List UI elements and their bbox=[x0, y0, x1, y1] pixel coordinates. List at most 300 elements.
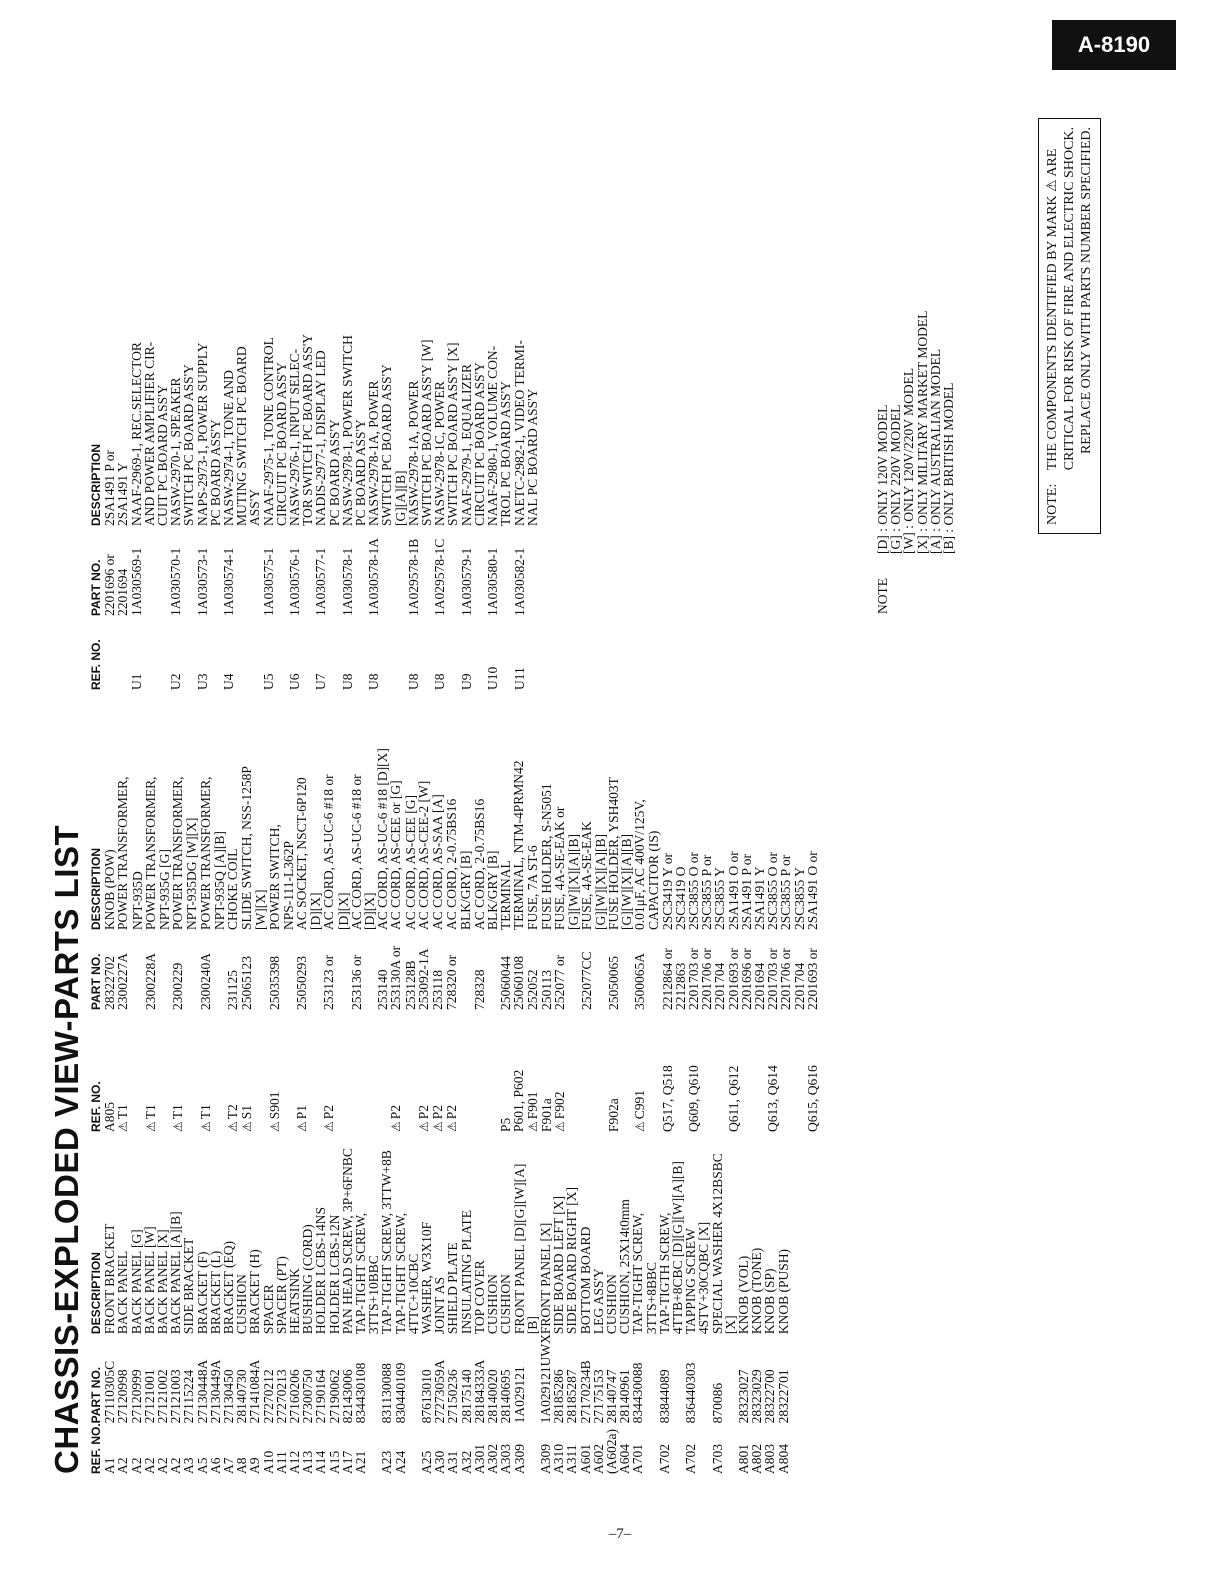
table-row bbox=[328, 286, 341, 690]
ref-no: (A602a) bbox=[603, 1429, 619, 1474]
ref-no: A702 bbox=[656, 1444, 672, 1474]
document-code: A-8190 bbox=[1052, 20, 1176, 70]
note-line-3: REPLACE ONLY WITH PARTS NUMBER SPECIFIED. bbox=[1079, 126, 1094, 455]
table-row bbox=[460, 286, 473, 690]
ref-cell bbox=[169, 616, 182, 690]
ref-cell bbox=[199, 1010, 213, 1132]
table-row bbox=[196, 1119, 209, 1474]
warning-triangle-icon: ⚠ bbox=[143, 1121, 158, 1132]
part-no: 834430088 bbox=[630, 1362, 646, 1424]
part-no: 25060044 bbox=[498, 956, 514, 1010]
ref-cell bbox=[367, 616, 380, 690]
description: SWITCH PC BOARD ASS'Y bbox=[379, 364, 395, 526]
description: NASW-2978-1A, POWER bbox=[366, 380, 382, 526]
table-row bbox=[592, 1119, 605, 1474]
legend-item: [B] : ONLY BRITISH MODEL bbox=[941, 382, 957, 554]
ref-header: REF. NO. bbox=[89, 1081, 103, 1132]
table-row bbox=[196, 286, 209, 690]
description: 4TTC+10CBC bbox=[405, 1253, 421, 1335]
table-row bbox=[262, 1119, 275, 1474]
part-no: 82143006 bbox=[339, 1369, 355, 1424]
parts-table-2-body bbox=[103, 690, 819, 1132]
ref-no: A8 bbox=[234, 1457, 250, 1474]
warning-triangle-icon: ⚠ bbox=[445, 1121, 460, 1132]
ref-cell bbox=[116, 1010, 130, 1132]
description: 2SA1491 O or bbox=[804, 851, 820, 930]
ref-no: C991 bbox=[632, 1089, 648, 1120]
part-no: 27130449A bbox=[207, 1359, 223, 1424]
description: [X] bbox=[722, 1315, 738, 1335]
description: [D][X] bbox=[362, 892, 378, 930]
part-no bbox=[526, 526, 539, 616]
note-line-2: CRITICAL FOR RISK OF FIRE AND ELECTRIC SHOCK. bbox=[1062, 126, 1077, 471]
table-row bbox=[248, 286, 261, 690]
table-row bbox=[445, 690, 459, 1132]
part-no: 28323029 bbox=[749, 1369, 765, 1424]
part-no: 27273059A bbox=[432, 1359, 448, 1424]
description: 2SC3419 O bbox=[672, 866, 688, 930]
part-no: 252052 bbox=[524, 969, 540, 1010]
ref-cell bbox=[341, 616, 354, 690]
desc-header: DESCRIPTION bbox=[89, 847, 103, 930]
ref-no: A31 bbox=[445, 1450, 461, 1474]
part-no: 1A030575-1 bbox=[260, 547, 276, 616]
part-no: 253140 bbox=[375, 969, 391, 1010]
part-no: 25060108 bbox=[511, 956, 527, 1010]
part-no bbox=[499, 526, 512, 616]
part-no: 27121003 bbox=[168, 1369, 184, 1424]
description: 3TTS+10BBC bbox=[366, 1255, 382, 1335]
description: NPS-111-L362P bbox=[280, 840, 296, 930]
ref-no: A1 bbox=[102, 1457, 118, 1474]
ref-cell bbox=[567, 1010, 580, 1132]
description: NPT-935D bbox=[129, 871, 145, 930]
ref-cell bbox=[661, 1010, 674, 1132]
ref-no: A309 bbox=[537, 1444, 553, 1474]
description: CUSHION bbox=[603, 1274, 619, 1335]
ref-cell bbox=[486, 1010, 499, 1132]
part-no: 27110305C bbox=[102, 1360, 118, 1424]
ref-cell bbox=[473, 1010, 486, 1132]
ref-no: A2 bbox=[128, 1457, 144, 1474]
part-no: 2201693 or bbox=[804, 948, 820, 1010]
desc-header: DESCRIPTION bbox=[89, 443, 103, 526]
description: FUSE, 4A-SE-EAK bbox=[579, 821, 595, 930]
ref-no: P2 bbox=[430, 1104, 446, 1120]
ref-cell bbox=[607, 1010, 620, 1132]
table-row bbox=[594, 690, 607, 1132]
table-row bbox=[580, 690, 593, 1132]
description: NASW-2978-1A, POWER bbox=[405, 380, 421, 526]
ref-no: A11 bbox=[273, 1451, 289, 1474]
part-no: 27120999 bbox=[128, 1369, 144, 1424]
part-no bbox=[182, 526, 195, 616]
ref-cell bbox=[460, 616, 473, 690]
description: SHIELD PLATE bbox=[445, 1242, 461, 1335]
description: NAAF-2969-1, REC.SELECTOR bbox=[128, 342, 144, 526]
description: BACK PANEL [G] bbox=[128, 1229, 144, 1335]
table-row bbox=[740, 690, 753, 1132]
description: FUSE, 4A-SE-EAK or bbox=[551, 806, 567, 930]
description: [G][W][X][A][B] bbox=[592, 834, 608, 930]
table-row bbox=[394, 1119, 407, 1474]
part-no bbox=[647, 930, 660, 1010]
ref-no: P2 bbox=[388, 1104, 404, 1120]
legend-item: [X] : ONLY MILITARY MARKET MODEL bbox=[914, 310, 930, 554]
description: 2SC3855 Y bbox=[791, 867, 807, 930]
parts-section-1 bbox=[90, 1119, 790, 1474]
part-no: 1A030576-1 bbox=[287, 547, 303, 616]
part-no: 870086 bbox=[709, 1382, 725, 1424]
ref-cell bbox=[687, 1010, 700, 1132]
table-row bbox=[499, 1119, 512, 1474]
table-row bbox=[658, 1119, 671, 1474]
ref-cell bbox=[407, 616, 420, 690]
part-no: 28140747 bbox=[603, 1369, 619, 1424]
ref-no: P5 bbox=[498, 1117, 514, 1132]
warning-triangle-icon: ⚠ bbox=[633, 1121, 648, 1132]
table-row bbox=[322, 690, 336, 1132]
description: NAL PC BOARD ASS'Y bbox=[524, 388, 540, 526]
ref-header: REF. NO. bbox=[89, 1423, 103, 1474]
part-no: 27175153 bbox=[590, 1369, 606, 1424]
description: CIRCUIT PC BOARD ASS'Y bbox=[273, 362, 289, 526]
ref-cell bbox=[363, 1010, 376, 1132]
ref-cell bbox=[350, 1010, 363, 1132]
table-row bbox=[526, 690, 540, 1132]
description: TAP-TIGHT SCREW, bbox=[392, 1212, 408, 1335]
description: PAN HEAD SCREW, 3P+6FNBC bbox=[339, 1148, 355, 1335]
warning-triangle-icon: ⚠ bbox=[1045, 179, 1060, 192]
description: NASW-2970-1, SPEAKER bbox=[168, 377, 184, 526]
safety-note bbox=[1038, 118, 1101, 534]
ref-cell bbox=[431, 1010, 445, 1132]
description: NAAF-2980-1, VOLUME CON- bbox=[485, 345, 501, 526]
part-header: PART NO. bbox=[89, 1366, 103, 1424]
table-row bbox=[553, 690, 567, 1132]
part-no: 28322700 bbox=[762, 1369, 778, 1424]
ref-no: P2 bbox=[444, 1104, 460, 1120]
part-no: 1A029121 bbox=[511, 1366, 527, 1424]
table-row bbox=[394, 286, 407, 690]
description: 3TTS+8BBC bbox=[643, 1261, 659, 1335]
description: 4TTB+8CBC [D][G][W][A][B] bbox=[669, 1161, 685, 1335]
description: SLIDE SWITCH, NSS-1258P bbox=[239, 766, 255, 930]
part-no: 28175140 bbox=[458, 1369, 474, 1424]
description: 2SA1491 Y bbox=[751, 866, 767, 930]
table-row bbox=[565, 1119, 578, 1474]
ref-no: U5 bbox=[260, 673, 276, 690]
ref-cell bbox=[288, 616, 301, 690]
warning-triangle-icon: ⚠ bbox=[389, 1121, 404, 1132]
part-no: 2201693 or bbox=[725, 948, 741, 1010]
ref-cell bbox=[171, 1010, 185, 1132]
part-no bbox=[185, 930, 198, 1010]
description: TAP-TIGHT SCREW, 3TTW+8B bbox=[379, 1150, 395, 1335]
part-no: 27130448A bbox=[194, 1359, 210, 1424]
part-no bbox=[526, 1334, 539, 1423]
ref-cell bbox=[314, 616, 327, 690]
description: SPECIAL WASHER 4X12BSBC bbox=[709, 1153, 725, 1335]
table-row bbox=[130, 1119, 143, 1474]
parts-section-2 bbox=[90, 690, 819, 1132]
part-no bbox=[446, 526, 459, 616]
table-row bbox=[295, 690, 309, 1132]
table-row bbox=[513, 286, 526, 690]
description: NAETC-2982-1, VIDEO TERMI- bbox=[511, 340, 527, 526]
desc-header: DESCRIPTION bbox=[89, 1252, 103, 1335]
ref-no: A25 bbox=[419, 1450, 435, 1474]
description: TOR SWITCH PC BOARD ASS'Y bbox=[300, 334, 316, 526]
part-no: 28322702 bbox=[102, 956, 118, 1010]
table-row bbox=[431, 690, 445, 1132]
part-no: 28140020 bbox=[485, 1369, 501, 1424]
ref-cell bbox=[295, 1010, 309, 1132]
ref-no: U4 bbox=[221, 673, 237, 690]
description: BUSHING (CORD) bbox=[300, 1224, 316, 1335]
description: NAAF-2979-1, EQUALIZER bbox=[458, 364, 474, 526]
table-row bbox=[254, 690, 267, 1132]
description: TERMINAL bbox=[498, 860, 514, 930]
description: FUSE HOLDER, S-N5051 bbox=[538, 783, 554, 930]
part-no: 252077 or bbox=[551, 954, 567, 1010]
part-no: 1A030578-1 bbox=[339, 547, 355, 616]
ref-no: A301 bbox=[471, 1444, 487, 1474]
ref-header: REF. NO. bbox=[89, 639, 103, 690]
part-no: 27190164 bbox=[313, 1369, 329, 1424]
part-no: 2201703 or bbox=[685, 948, 701, 1010]
part-no bbox=[235, 526, 248, 616]
part-no: 1A029121UWX bbox=[537, 1334, 553, 1424]
part-no: 253118 bbox=[430, 970, 446, 1010]
description: AC CORD, AS-CEE [G] bbox=[402, 794, 418, 930]
part-no: 2300229 bbox=[170, 962, 186, 1010]
part-no: 253128B bbox=[402, 960, 418, 1010]
part-no: 253092-1A bbox=[415, 948, 431, 1010]
table-row bbox=[473, 690, 486, 1132]
part-no bbox=[645, 1334, 658, 1423]
ref-no: P2 bbox=[321, 1104, 337, 1120]
part-no: 252077CC bbox=[579, 951, 595, 1010]
part-no: 231125 bbox=[225, 970, 241, 1010]
part-no: 2201704 bbox=[791, 962, 807, 1010]
table-row bbox=[185, 690, 198, 1132]
ref-no: A309 bbox=[511, 1444, 527, 1474]
description: 2SC3855 P or bbox=[699, 854, 715, 930]
part-no: 27115224 bbox=[181, 1369, 197, 1424]
description: BACK PANEL [W] bbox=[141, 1226, 157, 1335]
table-row bbox=[235, 286, 248, 690]
ref-no: P601, P602 bbox=[511, 1069, 527, 1132]
ref-no: F901 bbox=[524, 1091, 540, 1120]
description: BRACKET (L) bbox=[207, 1250, 223, 1335]
description: HEATSINK bbox=[287, 1268, 303, 1335]
part-no: 27300750 bbox=[300, 1369, 316, 1424]
description: NASW-2978-1, POWER SWITCH bbox=[339, 335, 355, 526]
ref-cell bbox=[262, 616, 275, 690]
description: CUSHION bbox=[498, 1274, 514, 1335]
warning-triangle-icon: ⚠ bbox=[240, 1121, 255, 1132]
ref-no: A32 bbox=[458, 1450, 474, 1474]
description: TROL PC BOARD ASS'Y bbox=[498, 381, 514, 526]
ref-no: U1 bbox=[128, 673, 144, 690]
description: AC CORD, 2-0.75BS16 bbox=[444, 798, 460, 930]
ref-no: A13 bbox=[300, 1450, 316, 1474]
part-no bbox=[248, 526, 261, 616]
description: [W][X] bbox=[253, 889, 269, 930]
description: CUIT PC BOARD ASS'Y bbox=[155, 384, 171, 526]
description: 0.01μF, AC 400V/125V, bbox=[632, 799, 648, 930]
ref-no: F902a bbox=[605, 1098, 621, 1132]
description: LEG ASS'Y bbox=[590, 1268, 606, 1335]
part-no: 28185287 bbox=[564, 1369, 580, 1424]
ref-cell bbox=[526, 616, 539, 690]
ref-no: T1 bbox=[115, 1104, 131, 1120]
part-no bbox=[131, 930, 144, 1010]
table-row bbox=[579, 1119, 592, 1474]
part-no: 2201704 bbox=[712, 962, 728, 1010]
table-row bbox=[460, 1119, 473, 1474]
part-no: 1A030577-1 bbox=[313, 547, 329, 616]
ref-no: S1 bbox=[239, 1104, 255, 1120]
table-row bbox=[446, 1119, 459, 1474]
table-row bbox=[661, 690, 674, 1132]
description: AC CORD, 2-0.75BS16 bbox=[471, 798, 487, 930]
part-no: 1A030580-1 bbox=[485, 547, 501, 616]
description: [G][A][B] bbox=[392, 470, 408, 526]
ref-no: A15 bbox=[326, 1450, 342, 1474]
warning-triangle-icon: ⚠ bbox=[226, 1121, 241, 1132]
description: SPACER (PT) bbox=[273, 1256, 289, 1335]
ref-no: A12 bbox=[287, 1450, 303, 1474]
part-no: 27121001 bbox=[141, 1369, 157, 1424]
warning-triangle-icon: ⚠ bbox=[198, 1121, 213, 1132]
ref-cell bbox=[513, 1423, 526, 1474]
ref-no: A17 bbox=[339, 1450, 355, 1474]
description: 2SC3855 Y bbox=[712, 867, 728, 930]
description: SPACER bbox=[260, 1284, 276, 1335]
part-no: 3500065A bbox=[632, 953, 648, 1010]
ref-no: Q517, Q518 bbox=[659, 1065, 675, 1132]
description: POWER TRANSFORMER, bbox=[170, 776, 186, 930]
ref-no: A804 bbox=[775, 1444, 791, 1474]
table-row bbox=[116, 286, 129, 690]
part-no: 2201696 or bbox=[738, 948, 754, 1010]
part-no: 1A030578-1A bbox=[366, 538, 382, 616]
parts-table-1 bbox=[90, 1119, 790, 1474]
part-no: 2300228A bbox=[142, 953, 158, 1010]
description: 2SA1491 P or bbox=[738, 853, 754, 930]
legend-item: [G] : ONLY 220V MODEL bbox=[888, 404, 904, 554]
description: NPT-935Q [A][B] bbox=[211, 831, 227, 930]
warning-triangle-icon: ⚠ bbox=[416, 1121, 431, 1132]
table-row bbox=[337, 690, 350, 1132]
warning-triangle-icon: ⚠ bbox=[552, 1121, 567, 1132]
parts-list-page bbox=[48, 54, 1158, 1474]
ref-cell bbox=[144, 1010, 158, 1132]
description: POWER TRANSFORMER, bbox=[115, 776, 131, 930]
ref-cell bbox=[631, 1423, 644, 1474]
description: JOINT AS bbox=[432, 1276, 448, 1335]
part-no: 834430108 bbox=[353, 1362, 369, 1424]
ref-cell bbox=[445, 1010, 459, 1132]
description: BLK/GRY [B] bbox=[484, 850, 500, 930]
part-no bbox=[594, 930, 607, 1010]
ref-no: A5 bbox=[194, 1457, 210, 1474]
ref-no: A21 bbox=[353, 1450, 369, 1474]
table-row bbox=[404, 690, 417, 1132]
ref-no: A703 bbox=[709, 1444, 725, 1474]
ref-cell bbox=[766, 1010, 779, 1132]
ref-no: A2 bbox=[141, 1457, 157, 1474]
ref-no: A802 bbox=[749, 1444, 765, 1474]
description: HOLDER LCBS-14NS bbox=[313, 1206, 329, 1335]
description: 2SA1491 O or bbox=[725, 851, 741, 930]
description: TOP COVER bbox=[471, 1260, 487, 1335]
part-no: 2201694 bbox=[751, 962, 767, 1010]
description: SIDE BRACKET bbox=[181, 1237, 197, 1335]
parts-table-2 bbox=[90, 690, 819, 1132]
description: TAP-TIGTH SCREW, bbox=[656, 1212, 672, 1335]
description: BACK PANEL [X] bbox=[155, 1229, 171, 1335]
description: NPT-935G [G] bbox=[157, 849, 173, 930]
table-row bbox=[779, 690, 792, 1132]
ref-no: A604 bbox=[617, 1444, 633, 1474]
description: BOTTOM BOARD bbox=[577, 1226, 593, 1335]
table-row bbox=[248, 1119, 261, 1474]
description: HOLDER LCBS-12N bbox=[326, 1214, 342, 1335]
description: CUSHION bbox=[234, 1274, 250, 1335]
ref-no: A7 bbox=[221, 1457, 237, 1474]
description: AC CORD, AS-SAA [A] bbox=[430, 794, 446, 930]
part-no: 28323027 bbox=[735, 1369, 751, 1424]
ref-no: A2 bbox=[168, 1457, 184, 1474]
description: TAP-TIGHT SCREW, bbox=[353, 1212, 369, 1335]
description: NAPS-2973-1, POWER SUPPLY bbox=[194, 342, 210, 526]
table-row bbox=[459, 690, 472, 1132]
ref-cell bbox=[740, 1010, 753, 1132]
description: AND POWER AMPLIFIER CIR- bbox=[141, 341, 157, 526]
description: 2SC3855 O or bbox=[685, 851, 701, 930]
part-no: 830440109 bbox=[392, 1362, 408, 1424]
ref-no: P1 bbox=[294, 1104, 310, 1120]
table-row bbox=[199, 690, 213, 1132]
part-no: 831130088 bbox=[379, 1363, 395, 1424]
ref-cell bbox=[268, 1010, 282, 1132]
ref-no: A9 bbox=[247, 1457, 263, 1474]
description: CIRCUIT PC BOARD ASS'Y bbox=[471, 362, 487, 526]
part-no bbox=[337, 930, 350, 1010]
ref-no: U10 bbox=[485, 666, 501, 690]
ref-no: U6 bbox=[287, 673, 303, 690]
description: NADIS-2977-1, DISPLAY LED bbox=[313, 350, 329, 526]
part-no bbox=[697, 1334, 710, 1423]
description: NAAF-2975-1, TONE CONTROL bbox=[260, 337, 276, 526]
part-header: PART NO. bbox=[89, 953, 103, 1010]
table-row bbox=[182, 1119, 195, 1474]
description: NASW-2974-1, TONE AND bbox=[221, 370, 237, 526]
ref-cell bbox=[711, 1423, 724, 1474]
description: FRONT PANEL [X] bbox=[537, 1222, 553, 1335]
ref-no: U8 bbox=[432, 673, 448, 690]
table-row bbox=[724, 1119, 737, 1474]
part-no: 253123 or bbox=[321, 954, 337, 1010]
part-no: 27160206 bbox=[287, 1369, 303, 1424]
part-no: 27170234B bbox=[577, 1360, 593, 1424]
ref-cell bbox=[526, 1010, 540, 1132]
description: INSULATING PLATE bbox=[458, 1209, 474, 1335]
ref-no: Q611, Q612 bbox=[725, 1065, 741, 1132]
